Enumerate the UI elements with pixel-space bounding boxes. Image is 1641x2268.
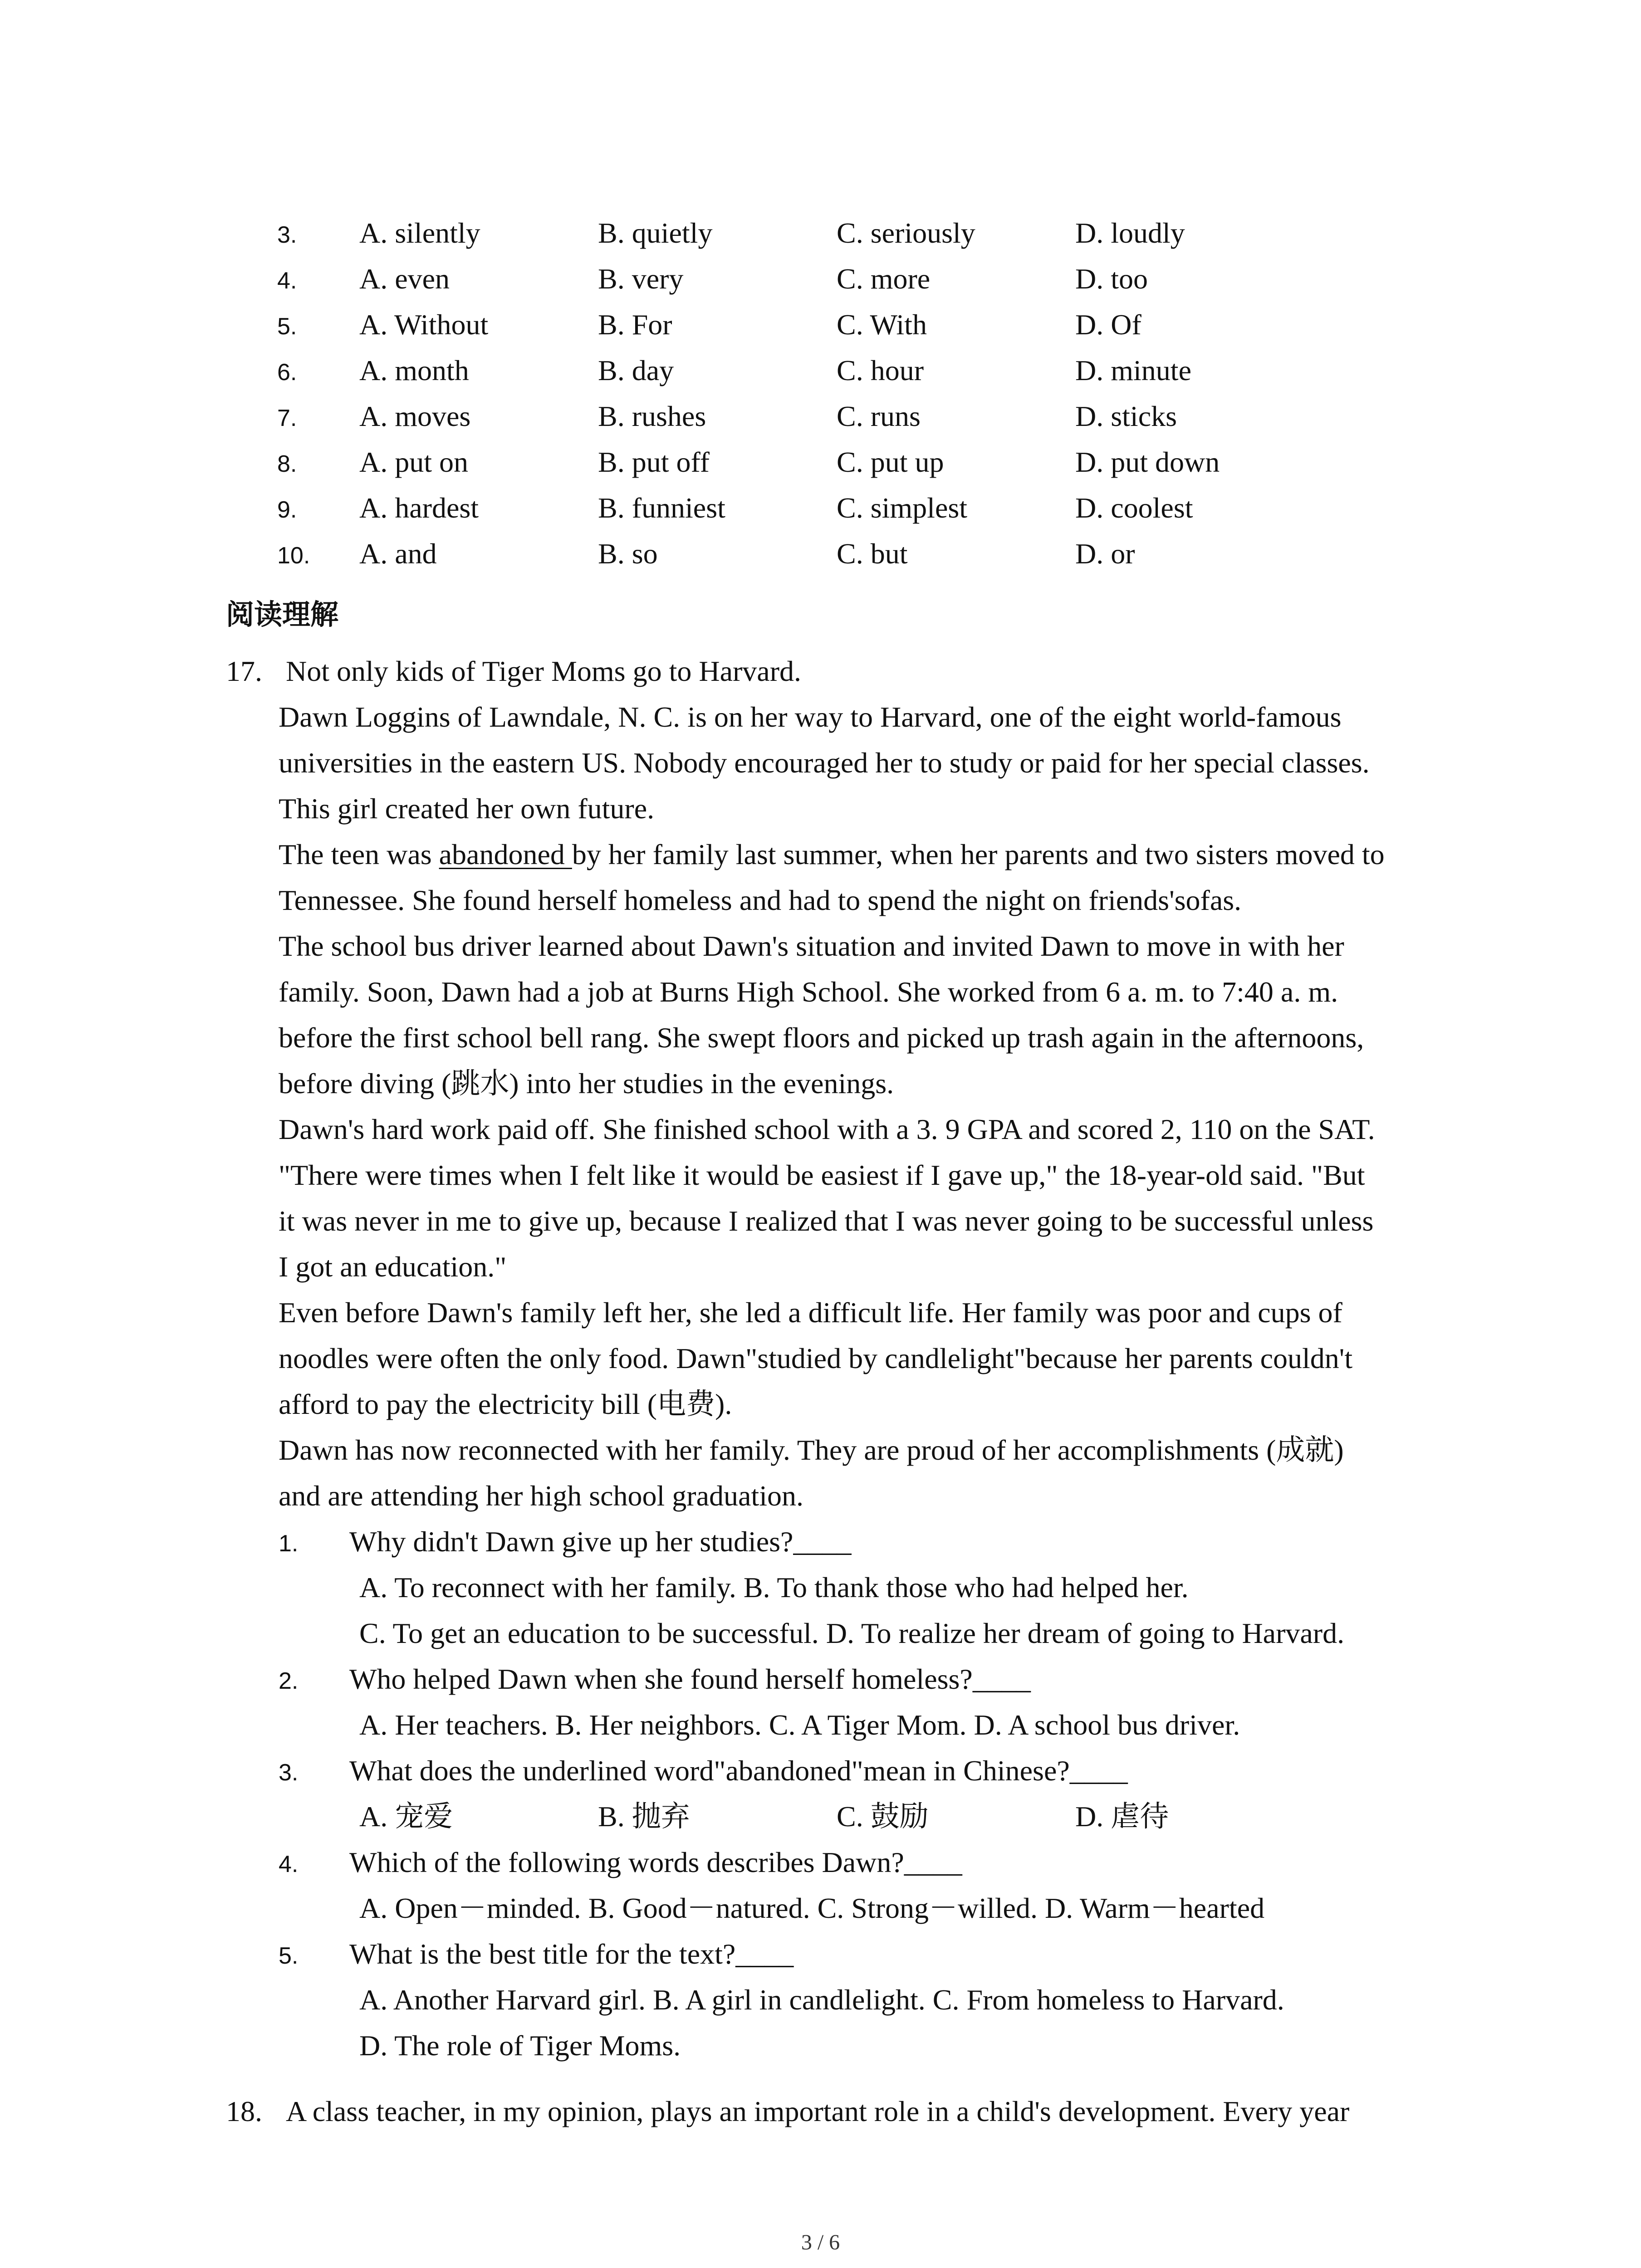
- option-d: D. coolest: [1075, 492, 1193, 524]
- question-stem: What does the underlined word"abandoned"mean in Chinese?____: [349, 1755, 1128, 1787]
- answer-options: C. To get an education to be successful. D. To realize her dream of going to Harvard.: [359, 1617, 1345, 1649]
- passage-line: Dawn's hard work paid off. She finished school with a 3. 9 GPA and scored 2, 110 on the SAT.: [279, 1113, 1375, 1145]
- item-number: 10.: [277, 543, 310, 569]
- text-span: The teen was: [279, 838, 439, 870]
- option-c: C. but: [837, 538, 908, 570]
- sub-question-number: 4.: [279, 1851, 299, 1877]
- answer-options: A. To reconnect with her family. B. To thank those who had helped her.: [359, 1571, 1189, 1603]
- option-a: A. hardest: [359, 492, 479, 524]
- sub-question-number: 5.: [279, 1943, 299, 1969]
- option-c: C. With: [837, 308, 927, 341]
- option-b: B. quietly: [598, 217, 713, 249]
- underlined-word: abandoned: [439, 838, 572, 870]
- passage-line: [279, 836, 1385, 873]
- sub-question-number: 2.: [279, 1668, 299, 1694]
- answer-options: A. Open－minded. B. Good－natured. C. Strong－willed. D. Warm－hearted: [359, 1892, 1265, 1924]
- option-a: A. 宠爱: [359, 1800, 453, 1833]
- option-c: C. simplest: [837, 492, 968, 524]
- sub-question-number: 3.: [279, 1760, 299, 1786]
- passage-line: afford to pay the electricity bill (电费).: [279, 1388, 732, 1420]
- page-number: 3 / 6: [801, 2230, 840, 2254]
- passage-title: Not only kids of Tiger Moms go to Harvard.: [286, 655, 801, 687]
- answer-options: A. Another Harvard girl. B. A girl in candlelight. C. From homeless to Harvard.: [359, 1984, 1284, 2016]
- answer-options: D. The role of Tiger Moms.: [359, 2029, 681, 2062]
- option-c: C. put up: [837, 446, 944, 478]
- option-a: A. and: [359, 538, 437, 570]
- passage-line: and are attending her high school graduation.: [279, 1480, 803, 1512]
- question-number: 17.: [226, 655, 262, 687]
- option-b: B. day: [598, 354, 674, 386]
- option-d: D. 虐待: [1075, 1800, 1169, 1833]
- text-span: by her family last summer, when her parents and two sisters moved to: [572, 838, 1385, 870]
- option-b: B. funniest: [598, 492, 725, 524]
- passage-line: Dawn has now reconnected with her family. They are proud of her accomplishments (成就): [279, 1434, 1344, 1466]
- option-b: B. very: [598, 263, 684, 295]
- option-d: D. or: [1075, 538, 1135, 570]
- option-d: D. minute: [1075, 354, 1191, 386]
- option-d: D. Of: [1075, 308, 1141, 341]
- option-d: D. sticks: [1075, 400, 1177, 432]
- option-a: A. silently: [359, 217, 480, 249]
- passage-line: before the first school bell rang. She swept floors and picked up trash again in the afternoons,: [279, 1022, 1364, 1054]
- option-b: B. For: [598, 308, 672, 341]
- option-a: A. even: [359, 263, 450, 295]
- passage-line: Even before Dawn's family left her, she led a difficult life. Her family was poor and cups of: [279, 1296, 1342, 1329]
- option-b: B. so: [598, 538, 658, 570]
- item-number: 7.: [277, 405, 297, 431]
- option-a: A. month: [359, 354, 469, 386]
- passage-line: it was never in me to give up, because I realized that I was never going to be successful unless: [279, 1205, 1374, 1237]
- option-a: A. moves: [359, 400, 471, 432]
- question-stem: Which of the following words describes Dawn?____: [349, 1846, 962, 1878]
- option-a: A. Without: [359, 308, 489, 341]
- passage-line: I got an education.": [279, 1251, 507, 1283]
- option-c: C. hour: [837, 354, 924, 386]
- passage-line: Dawn Loggins of Lawndale, N. C. is on her way to Harvard, one of the eight world-famous: [279, 701, 1342, 733]
- passage-line: universities in the eastern US. Nobody encouraged her to study or paid for her special classes.: [279, 747, 1370, 779]
- option-b: B. rushes: [598, 400, 706, 432]
- option-d: D. loudly: [1075, 217, 1185, 249]
- option-b: B. 抛弃: [598, 1800, 690, 1833]
- item-number: 9.: [277, 497, 297, 523]
- section-heading: 阅读理解: [226, 598, 339, 631]
- option-b: B. put off: [598, 446, 710, 478]
- question-number: 18.: [226, 2095, 262, 2127]
- item-number: 6.: [277, 359, 297, 386]
- item-number: 5.: [277, 313, 297, 340]
- answer-options: A. Her teachers. B. Her neighbors. C. A Tiger Mom. D. A school bus driver.: [359, 1709, 1240, 1741]
- option-c: C. runs: [837, 400, 921, 432]
- passage-line: "There were times when I felt like it would be easiest if I gave up," the 18-year-old said. "But: [279, 1159, 1365, 1191]
- sub-question-number: 1.: [279, 1530, 299, 1557]
- passage-line: Tennessee. She found herself homeless and had to spend the night on friends'sofas.: [279, 884, 1242, 916]
- passage-line: family. Soon, Dawn had a job at Burns High School. She worked from 6 a. m. to 7:40 a. m.: [279, 976, 1338, 1008]
- question-stem: Who helped Dawn when she found herself homeless?____: [349, 1663, 1031, 1695]
- option-d: D. put down: [1075, 446, 1220, 478]
- passage-line: A class teacher, in my opinion, plays an important role in a child's development. Every year: [286, 2095, 1350, 2127]
- option-c: C. 鼓励: [837, 1800, 929, 1833]
- item-number: 4.: [277, 268, 297, 294]
- passage-line: before diving (跳水) into her studies in the evenings.: [279, 1067, 894, 1100]
- passage-line: noodles were often the only food. Dawn"studied by candlelight"because her parents couldn't: [279, 1342, 1353, 1374]
- passage-line: This girl created her own future.: [279, 792, 655, 825]
- option-c: C. more: [837, 263, 931, 295]
- item-number: 3.: [277, 222, 297, 248]
- option-d: D. too: [1075, 263, 1148, 295]
- passage-line: The school bus driver learned about Dawn's situation and invited Dawn to move in with her: [279, 930, 1344, 962]
- question-stem: Why didn't Dawn give up her studies?____: [349, 1525, 852, 1558]
- item-number: 8.: [277, 451, 297, 477]
- option-c: C. seriously: [837, 217, 975, 249]
- option-a: A. put on: [359, 446, 468, 478]
- question-stem: What is the best title for the text?____: [349, 1938, 794, 1970]
